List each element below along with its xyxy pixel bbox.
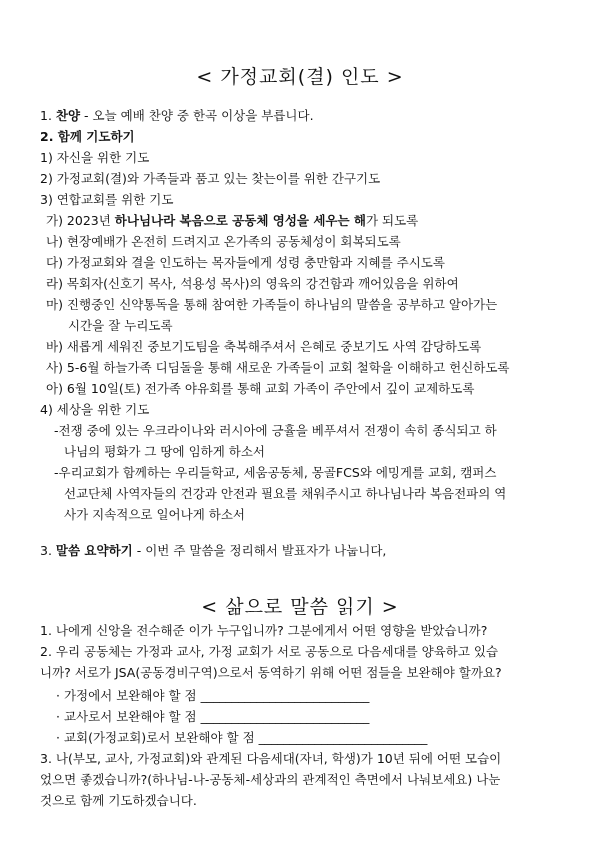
prayer-line: 3) 연합교회를 위한 기도 [40,192,174,207]
prayer-subitem: 아) 6월 10일(토) 전가족 야유회를 통해 교회 가족이 주안에서 깊이 교제하도록 [46,381,475,396]
item-text: - 이번 주 말씀을 정리해서 발표자가 나눕니다, [132,543,387,558]
prayer-subitem-continued: 시간을 잘 누리도록 [68,318,173,333]
question-line: 2. 우리 공동체는 가정과 교사, 가정 교회가 서로 공동으로 다음세대를 양육하고 있습 [40,644,499,659]
section-title-home-church: < 가정교회(결) 인도 > [196,66,404,88]
prayer-line: 4) 세상을 위한 기도 [40,402,150,417]
item-heading: 2. 함께 기도하기 [40,129,135,144]
item-number: 1. [40,108,52,123]
prayer-subitem: 사) 5-6월 하늘가족 디딤돌을 통해 새로운 가족들이 교회 철학을 이해하고 헌신하도록 [46,360,510,375]
prayer-line: 2) 가정교회(결)와 가족들과 품고 있는 찾는이를 위한 간구기도 [40,171,381,186]
item-pray-heading [40,127,135,147]
prayer-line: 1) 자신을 위한 기도 [40,150,150,165]
subitem-suffix: 가 되도록 [365,213,419,228]
item-text: - 오늘 예배 찬양 중 한곡 이상을 부릅니다. [80,108,314,123]
blank-line: · 가정에서 보완해야 할 점 ___________________________ [56,688,370,703]
section-title-read-word: < 삶으로 말씀 읽기 > [201,596,399,618]
item-praise [40,106,314,126]
question-line: 니까? 서로가 JSA(공동경비구역)으로서 동역하기 위해 어떤 점들을 보완해야 할까요? [40,665,502,680]
item-number: 3. [40,543,52,558]
question-line: 1. 나에게 신앙을 전수해준 이가 누구입니까? 그분에게서 어떤 영향을 받았습니까? [40,623,488,638]
world-prayer-line: 선교단체 사역자들의 건강과 안전과 필요를 채워주시고 하나님나라 복음전파의 역 [64,486,507,501]
blank-line: · 교회(가정교회)로서 보완해야 할 점 ___________________________ [56,730,428,745]
question-line: 것으로 함께 기도하겠습니다. [40,793,197,808]
prayer-subitem: 바) 새롭게 세워진 중보기도팀을 축복해주셔서 은혜로 중보기도 사역 감당하도록 [46,339,482,354]
prayer-subitem: 나) 현장예배가 온전히 드려지고 온가족의 공동체성이 회복되도록 [46,234,401,249]
prayer-subitem: 다) 가정교회와 결을 인도하는 목자들에게 성령 충만함과 지혜를 주시도록 [46,255,445,270]
item-heading: 말씀 요약하기 [55,543,133,558]
question-line: 었으면 좋겠습니까?(하나님-나-공동체-세상과의 관계적인 측면에서 나눠보세요) 나눈 [40,772,501,787]
blank-line: · 교사로서 보완해야 할 점 ___________________________ [56,709,370,724]
world-prayer-line: 나님의 평화가 그 땅에 임하게 하소서 [64,444,265,459]
world-prayer-line: 사가 지속적으로 일어나게 하소서 [64,507,245,522]
prayer-subitem: 라) 목회자(신호기 목사, 석용성 목사)의 영육의 강건함과 깨어있음을 위하여 [46,276,459,291]
world-prayer-line: -전쟁 중에 있는 우크라이나와 러시아에 긍휼을 베푸셔서 전쟁이 속히 종식되고 하 [54,423,497,438]
item-heading: 찬양 [55,108,81,123]
subitem-bold: 하나님나라 복음으로 공동체 영성을 세우는 해 [114,213,366,228]
prayer-subitem: 마) 진행중인 신약통독을 통해 참여한 가족들이 하나님의 말씀을 공부하고 알아가는 [46,297,498,312]
prayer-subitem [46,211,418,231]
question-line: 3. 나(부모, 교사, 가정교회)와 관계된 다음세대(자녀, 학생)가 10년 뒤에 어떤 모습이 [40,751,502,766]
world-prayer-line: -우리교회가 함께하는 우리들학교, 세움공동체, 몽골FCS와 에밍게를 교회, 캠퍼스 [54,465,497,480]
item-summary [40,541,386,561]
subitem-prefix: 가) 2023년 [46,213,115,228]
